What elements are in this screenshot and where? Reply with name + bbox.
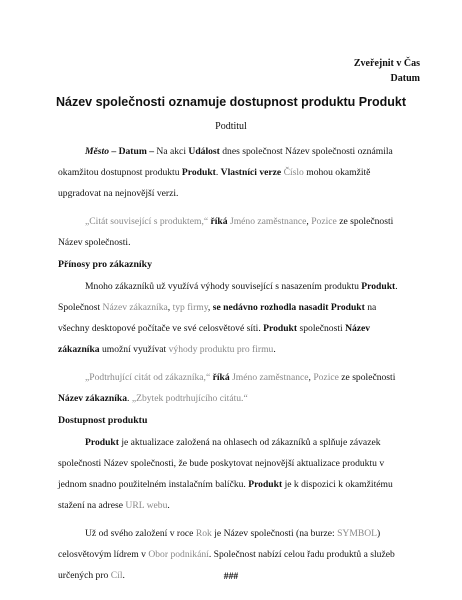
paragraph-availability: Produkt je aktualizace založená na ohlasech od zákazníků a splňuje závazek společnosti Název společnosti, že bude poskytovat nejnovější aktualizace produktu v jednom snadno použitelném instalačním balíčku. Produkt je k dispozici k okamžitému stažení na adrese URL webu. <box>58 437 393 511</box>
paragraph-quote: „Citát související s produktem,“ říká Jméno zaměstnance, Pozice ze společnosti Název společnosti. <box>58 216 394 248</box>
release-date: Datum <box>390 73 420 84</box>
placeholder-city: Město <box>85 146 109 157</box>
paragraph-intro: Město – Datum – Na akci Událost dnes společnost Název společnosti oznámila okamžitou dostupnost produktu Produkt. Vlastníci verze Číslo mohou okamžitě upgradovat na nejnovější verzi. <box>58 146 393 199</box>
document-body <box>58 141 410 586</box>
heading-benefits: Přínosy pro zákazníky <box>58 259 152 270</box>
document-title: Název společnosti oznamuje dostupnost produktu Produkt <box>55 95 407 109</box>
paragraph-customer-quote: „Podtrhující citát od zákazníka,“ říká Jméno zaměstnance, Pozice ze společnosti Název zákazníka. „Zbytek podtrhujícího citátu.“ <box>58 372 396 404</box>
placeholder-date: Datum <box>118 146 147 157</box>
placeholder-customer: Název zákazníka <box>102 302 168 313</box>
release-time: Zveřejnit v Čas <box>353 58 420 69</box>
placeholder-goal: Cíl <box>110 570 123 581</box>
end-mark: ### <box>223 571 239 582</box>
placeholder-event: Událost <box>188 146 220 157</box>
placeholder-employee: Jméno zaměstnance <box>229 216 307 227</box>
placeholder-customer-quote: „Podtrhující citát od zákazníka,“ <box>85 372 211 383</box>
placeholder-symbol: SYMBOL <box>337 528 378 539</box>
placeholder-url: URL webu <box>125 500 168 511</box>
placeholder-benefits: výhody produktu pro firmu <box>168 344 274 355</box>
heading-availability: Dostupnost produktu <box>58 415 148 426</box>
placeholder-quote: „Citát související s produktem,“ <box>85 216 209 227</box>
paragraph-benefits: Mnoho zákazníků už využívá výhody související s nasazením produktu Produkt. Společnost Název zákazníka, typ firmy, se nedávno rozhodla nasadit Produkt na všechny desktopové počítače ve své celosvětové síti. Produkt společnosti Název zákazníka umožní využívat výhody produktu pro firmu. <box>58 281 398 355</box>
paragraph-about: Už od svého založení v roce Rok je Název společnosti (na burze: SYMBOL) celosvětovým lídrem v Obor podnikání. Společnost nabízí celou řadu produktů a služeb určených pro Cíl. <box>58 528 395 581</box>
placeholder-business-type: typ firmy <box>172 302 208 313</box>
placeholder-company: Název společnosti <box>285 146 356 157</box>
placeholder-number: Číslo <box>283 167 304 178</box>
placeholder-field: Obor podnikání <box>148 549 209 560</box>
document-subtitle: Podtitul <box>215 121 247 132</box>
placeholder-product: Produkt <box>181 167 216 178</box>
release-info <box>354 56 420 86</box>
placeholder-year: Rok <box>195 528 212 539</box>
placeholder-position: Pozice <box>311 216 337 227</box>
